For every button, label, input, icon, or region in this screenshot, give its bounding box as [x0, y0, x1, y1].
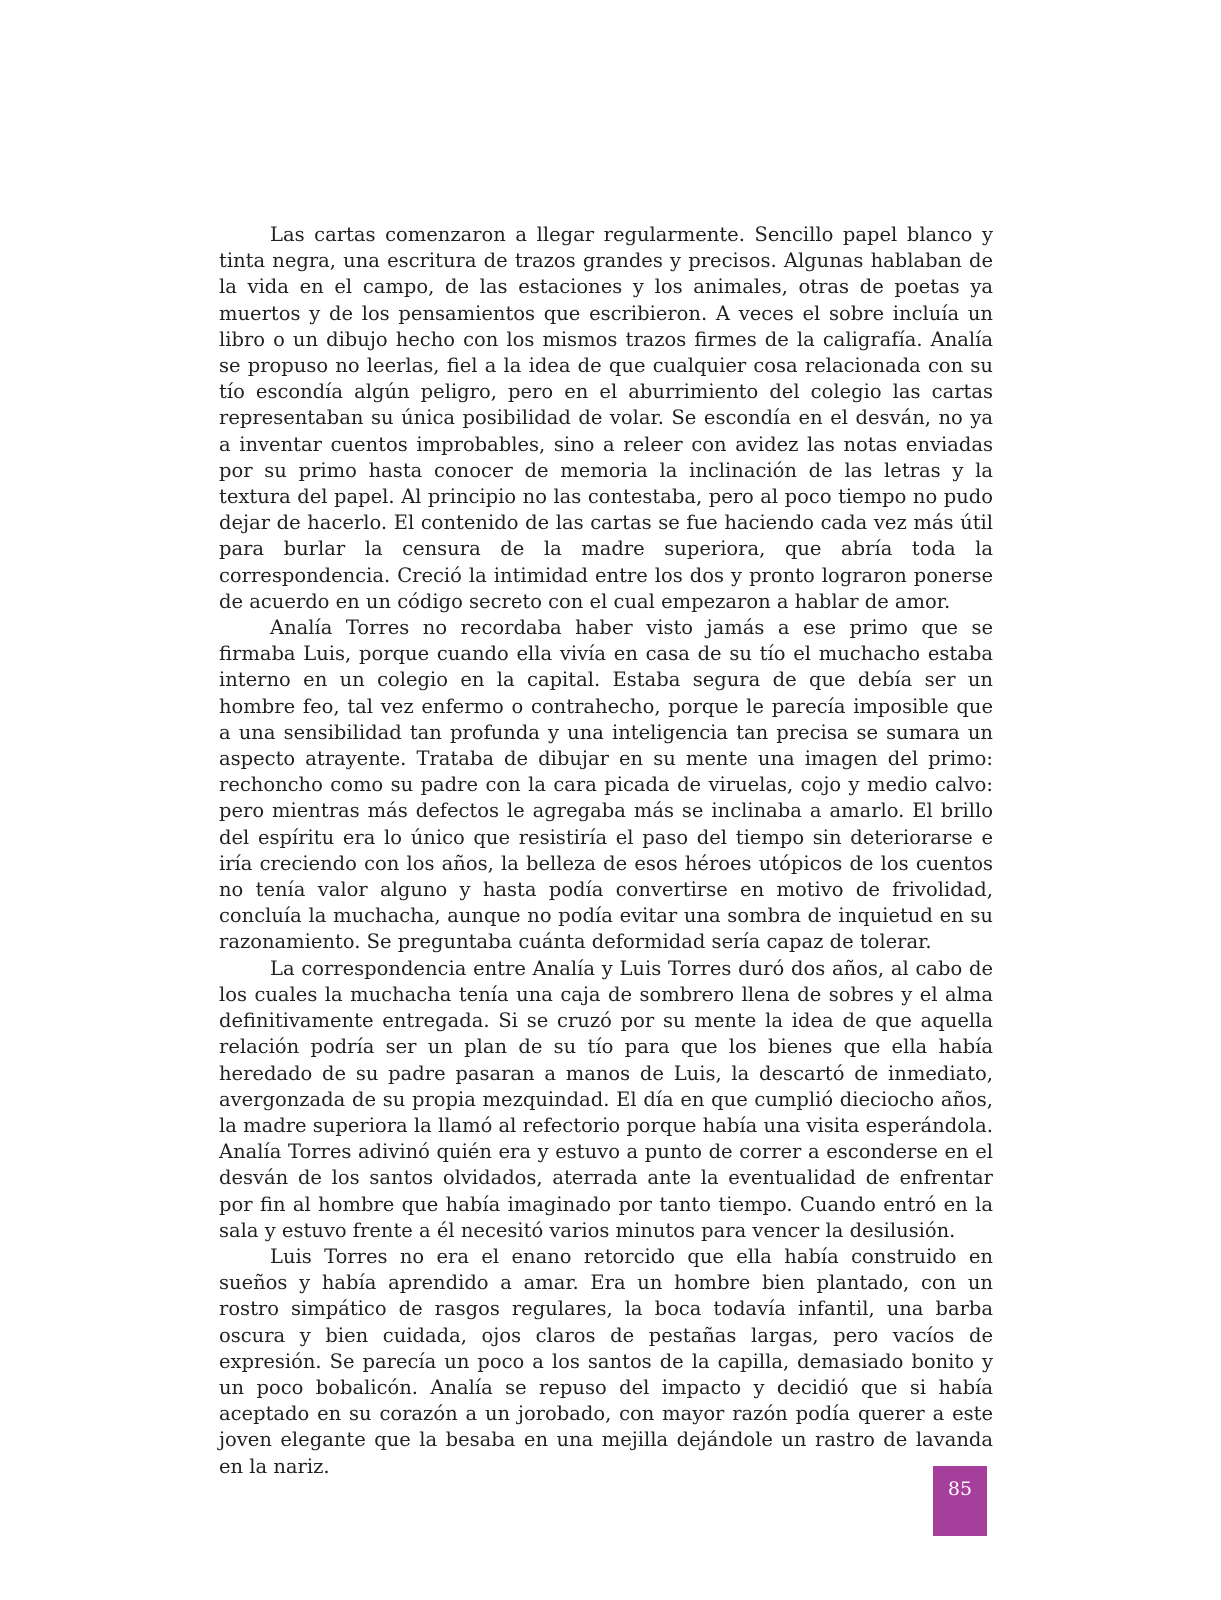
paragraph-4: Luis Torres no era el enano retorcido que ella había construido en sueños y había aprendido a amar. Era un hombre bien plantado, con un rostro simpático de rasgos regulares, la boca todavía infantil, una barba oscura y bien cuidada, ojos claros de pestañas largas, pero vacíos de expresión. Se parecía un poco a los santos de la capilla, demasiado bonito y un poco bobalicón. Analía se repuso del impacto y decidió que si había aceptado en su corazón a un jorobado, con mayor razón podía querer a este joven elegante que la besaba en una mejilla dejándole un rastro de lavanda en la nariz.: [219, 1244, 993, 1478]
paragraph-2: Analía Torres no recordaba haber visto jamás a ese primo que se firmaba Luis, porque cuando ella vivía en casa de su tío el muchacho estaba interno en un colegio en la capital. Estaba segura de que debía ser un hombre feo, tal vez enfermo o contrahecho, porque le parecía imposible que a una sensibilidad tan profunda y una inteligencia tan precisa se sumara un aspecto atrayente. Trataba de dibujar en su mente una imagen del primo: rechoncho como su padre con la cara picada de viruelas, cojo y medio calvo: pero mientras más defectos le agregaba más se inclinaba a amarlo. El brillo del espíritu era lo único que resistiría el paso del tiempo sin deteriorarse e iría creciendo con los años, la belleza de esos héroes utópicos de los cuentos no tenía valor alguno y hasta podía convertirse en motivo de frivolidad, concluía la muchacha, aunque no podía evitar una sombra de inquietud en su razonamiento. Se preguntaba cuánta deformidad sería capaz de tolerar.: [219, 616, 993, 954]
page-number-tab: [933, 1466, 987, 1536]
page-number: 85: [947, 1478, 973, 1500]
paragraph-3: La correspondencia entre Analía y Luis Torres duró dos años, al cabo de los cuales la muchacha tenía una caja de sombrero llena de sobres y el alma definitivamente entregada. Si se cruzó por su mente la idea de que aquella relación podría ser un plan de su tío para que los bienes que ella había heredado de su padre pasaran a manos de Luis, la descartó de inmediato, avergonzada de su propia mezquindad. El día en que cumplió dieciocho años, la madre superiora la llamó al refectorio porque había una visita esperándola. Analía Torres adivinó quién era y estuvo a punto de correr a esconderse en el desván de los santos olvidados, aterrada ante la eventualidad de enfrentar por fin al hombre que había imaginado por tanto tiempo. Cuando entró en la sala y estuvo frente a él necesitó varios minutos para vencer la desilusión.: [219, 956, 993, 1242]
paragraph-1: Las cartas comenzaron a llegar regularmente. Sencillo papel blanco y tinta negra, una escritura de trazos grandes y precisos. Algunas hablaban de la vida en el campo, de las estaciones y los animales, otras de poetas ya muertos y de los pensamientos que escribieron. A veces el sobre incluía un libro o un dibujo hecho con los mismos trazos firmes de la caligrafía. Analía se propuso no leerlas, fiel a la idea de que cualquier cosa relacionada con su tío escondía algún peligro, pero en el aburrimiento del colegio las cartas representaban su única posibilidad de volar. Se escondía en el desván, no ya a inventar cuentos improbables, sino a releer con avidez las notas enviadas por su primo hasta conocer de memoria la inclinación de las letras y la textura del papel. Al principio no las contestaba, pero al poco tiempo no pudo dejar de hacerlo. El contenido de las cartas se fue haciendo cada vez más útil para burlar la censura de la madre superiora, que abría toda la correspondencia. Creció la intimidad entre los dos y pronto lograron ponerse de acuerdo en un código secreto con el cual empezaron a hablar de amor.: [219, 223, 993, 613]
body-text: [219, 222, 993, 1480]
